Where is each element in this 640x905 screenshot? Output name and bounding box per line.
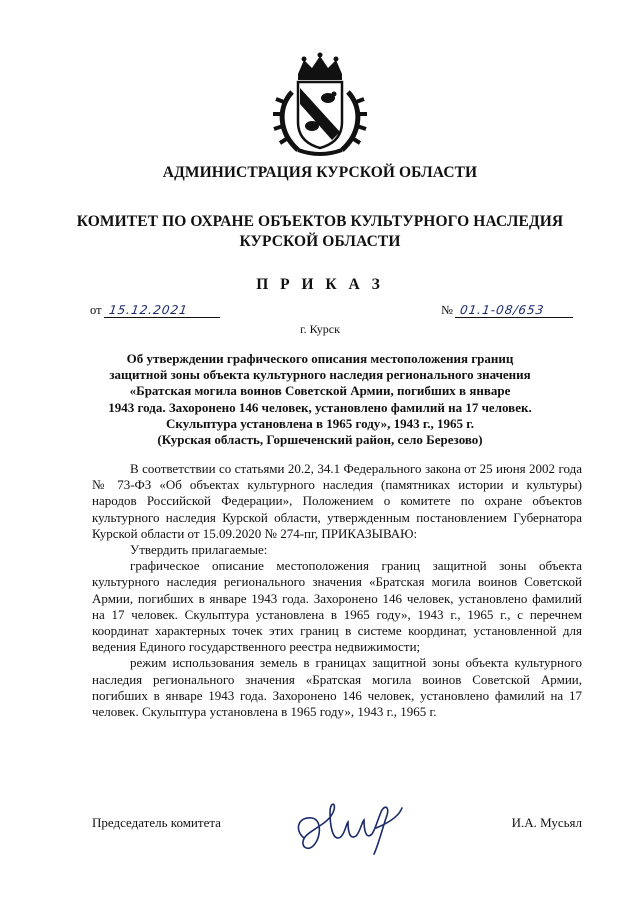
number-prefix: № <box>441 303 453 317</box>
subject-line: (Курская область, Горшеченский район, село Березово) <box>157 432 483 448</box>
committee-heading-line2: КУРСКОЙ ОБЛАСТИ <box>239 233 401 250</box>
body-paragraph-item-regime: режим использования земель в границах защитной зоны объекта культурного наследия регионального значения «Братская могила воинов Советской Армии, погибших в январе 1943 года. Захоронено 146 человек, установлено фамилий на 17 человек. Скульптура установлена в 1965 году», 1943 г., 1965 г. <box>92 655 582 720</box>
subject-line: «Братская могила воинов Советской Армии, погибших в январе <box>129 383 511 399</box>
body-paragraph-approve: Утвердить прилагаемые: <box>130 542 268 558</box>
committee-heading-line1: КОМИТЕТ ПО ОХРАНЕ ОБЪЕКТОВ КУЛЬТУРНОГО НАСЛЕДИЯ <box>76 213 564 230</box>
subject-line: 1943 года. Захоронено 146 человек, установлено фамилий на 17 человек. <box>108 399 532 415</box>
body-paragraph-item-description: графическое описание местоположения границ защитной зоны объекта культурного наследия регионального значения «Братская могила воинов Советской Армии, погибших в январе 1943 года. Захоронено 146 человек, установлено фамилий на 17 человек. Скульптура установлена в 1965 году», 1943 г., 1965 г., с перечнем координат характерных точек этих границ в системе координат, установленной для ведения Единого государственного реестра недвижимости; <box>92 558 582 655</box>
signer-title: Председатель комитета <box>92 815 221 830</box>
subject-line: Об утверждении графического описания местоположения границ <box>126 351 514 366</box>
handwritten-signature <box>290 788 420 858</box>
coat-of-arms-emblem <box>268 52 372 158</box>
subject-line: защитной зоны объекта культурного наследия регионального значения <box>109 367 531 383</box>
order-date <box>90 303 221 318</box>
order-title: П Р И К А З <box>256 276 384 293</box>
date-prefix: от <box>90 303 102 317</box>
administration-heading: АДМИНИСТРАЦИЯ КУРСКОЙ ОБЛАСТИ <box>162 164 478 181</box>
city-label: г. Курск <box>300 322 340 336</box>
order-body <box>92 461 582 720</box>
committee-heading <box>0 212 640 252</box>
order-number <box>441 303 574 318</box>
body-paragraph-preamble: В соответствии со статьями 20.2, 34.1 Федерального закона от 25 июня 2002 года № 73-ФЗ «Об объектах культурного наследия (памятниках истории и культуры) народов Российской Федерации», Положением о комитете по охране объектов культурного наследия Курской области, утвержденным постановлением Губернатора Курской области от 15.09.2020 № 274-пг, ПРИКАЗЫВАЮ: <box>92 461 582 541</box>
order-subject <box>60 351 580 448</box>
signer-name: И.А. Мусьял <box>511 815 582 830</box>
date-value: 15.12.2021 <box>104 303 222 318</box>
subject-line: Скульптура установлена в 1965 году», 1943 г., 1965 г. <box>166 415 474 431</box>
number-value: 01.1-08/653 <box>455 303 575 318</box>
